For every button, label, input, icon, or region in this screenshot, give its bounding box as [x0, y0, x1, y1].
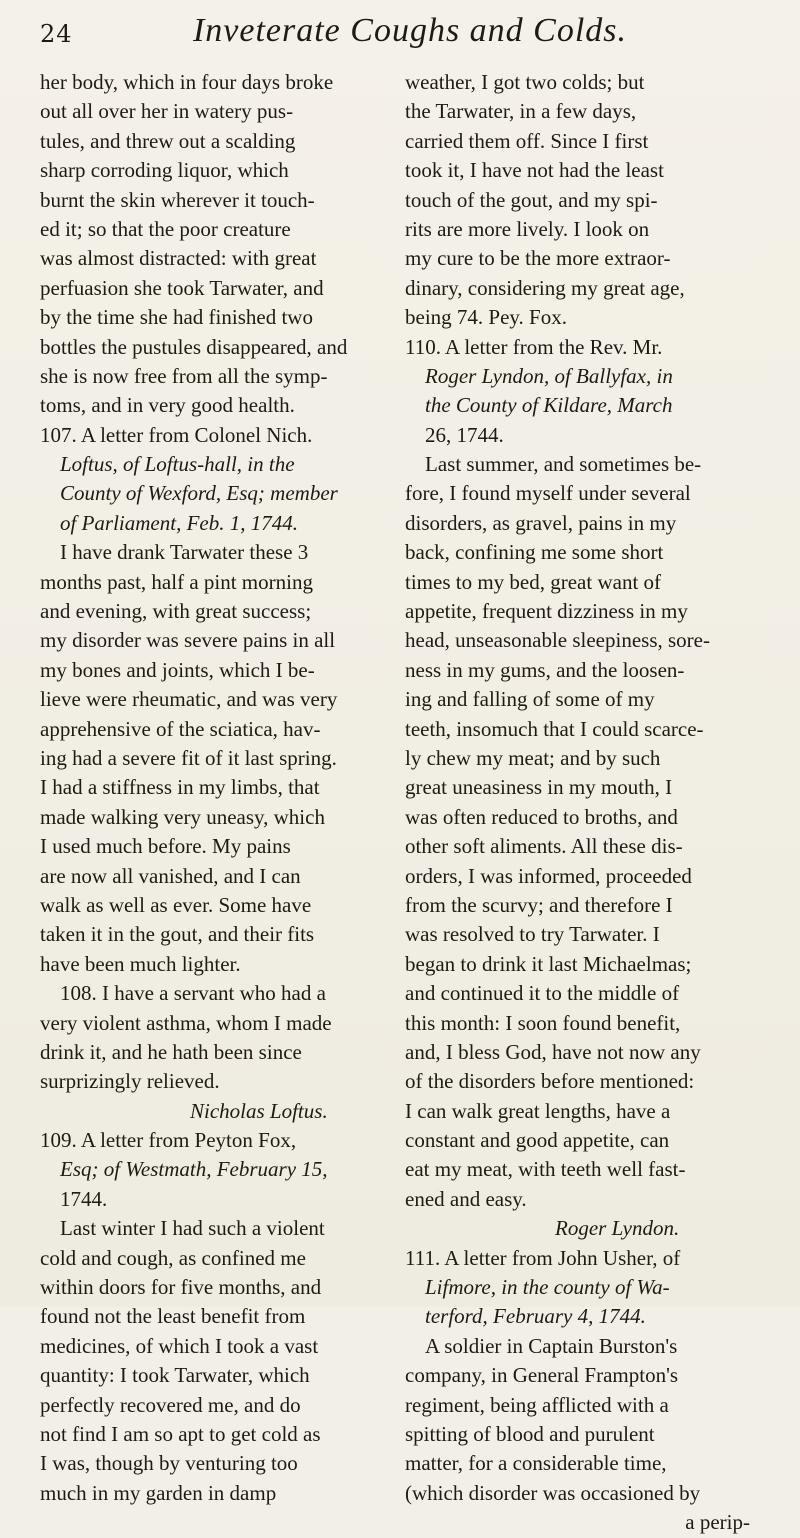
text-line: A soldier in Captain Burston's — [425, 1333, 678, 1358]
text-line: burnt the skin wherever it touch- — [40, 187, 315, 212]
text-line: orders, I was informed, proceeded — [405, 863, 692, 888]
text-line: dinary, considering my great age, — [405, 275, 685, 300]
text-line: walk as well as ever. Some have — [40, 892, 312, 917]
text-line: teeth, insomuch that I could scarce- — [405, 716, 704, 741]
text-line: much in my garden in damp — [40, 1480, 277, 1505]
text-line: 109. A letter from Peyton Fox, — [40, 1128, 297, 1153]
text-line: medicines, of which I took a vast — [40, 1333, 319, 1358]
text-line: quantity: I took Tarwater, which — [40, 1363, 310, 1388]
text-line: was almost distracted: with great — [40, 246, 317, 271]
page-header — [40, 12, 780, 56]
text-line: sharp corroding liquor, which — [40, 158, 289, 183]
text-line: being 74. Pey. Fox. — [405, 305, 567, 330]
text-line: 110. A letter from the Rev. Mr. — [405, 334, 663, 359]
text-line: from the scurvy; and therefore I — [405, 892, 673, 917]
text-line: lieve were rheumatic, and was very — [40, 687, 338, 712]
text-line: very violent asthma, whom I made — [40, 1010, 332, 1035]
text-line: appetite, frequent dizziness in my — [405, 599, 688, 624]
text-line: times to my bed, great want of — [405, 569, 662, 594]
text-line: Last winter I had such a violent — [60, 1216, 325, 1241]
text-line: of the disorders before mentioned: — [405, 1069, 695, 1094]
text-line: toms, and in very good health. — [40, 393, 295, 418]
text-line: ness in my gums, and the loosen- — [405, 657, 685, 682]
text-line: Roger Lyndon. — [555, 1216, 680, 1241]
text-line: surprizingly relieved. — [40, 1069, 220, 1094]
text-line: ed it; so that the poor creature — [40, 216, 291, 241]
text-line: weather, I got two colds; but — [405, 70, 645, 94]
text-line: Loftus, of Loftus-hall, in the — [60, 452, 295, 477]
text-line: 1744. — [60, 1186, 108, 1211]
text-line: my bones and joints, which I be- — [40, 657, 315, 682]
text-line: touch of the gout, and my spi- — [405, 187, 658, 212]
text-line: Esq; of Westmath, February 15, — [60, 1157, 328, 1182]
text-line: cold and cough, as confined me — [40, 1245, 306, 1270]
text-line: the Tarwater, in a few days, — [405, 99, 637, 124]
text-line: the County of Kildare, March — [425, 393, 673, 418]
text-line: taken it in the gout, and their fits — [40, 922, 315, 947]
text-line: 107. A letter from Colonel Nich. — [40, 422, 313, 447]
left-column — [40, 68, 393, 1508]
text-line: (which disorder was occasioned by — [405, 1480, 701, 1505]
text-line: by the time she had finished two — [40, 305, 313, 330]
text-line: made walking very uneasy, which — [40, 804, 325, 829]
text-line: fore, I found myself under several — [405, 481, 691, 506]
text-line: a perip- — [685, 1510, 750, 1535]
text-line: head, unseasonable sleepiness, sore- — [405, 628, 710, 653]
text-line: my disorder was severe pains in all — [40, 628, 336, 653]
text-line: matter, for a considerable time, — [405, 1451, 667, 1476]
text-line: company, in General Frampton's — [405, 1363, 679, 1388]
text-line: rits are more lively. I look on — [405, 216, 650, 241]
text-line: perfuasion she took Tarwater, and — [40, 275, 324, 300]
text-line: eat my meat, with teeth well fast- — [405, 1157, 686, 1182]
text-line: Lifmore, in the county of Wa- — [425, 1275, 670, 1300]
text-line: I used much before. My pains — [40, 834, 291, 859]
page-number: 24 — [40, 20, 73, 48]
text-line: 26, 1744. — [425, 422, 504, 447]
text-line: her body, which in four days broke — [40, 70, 334, 94]
text-line: are now all vanished, and I can — [40, 863, 301, 888]
text-line: 111. A letter from John Usher, of — [405, 1245, 681, 1270]
text-line: ened and easy. — [405, 1186, 527, 1211]
text-line: began to drink it last Michaelmas; — [405, 951, 692, 976]
text-line: and continued it to the middle of — [405, 981, 680, 1006]
text-line: 108. I have a servant who had a — [60, 981, 326, 1006]
text-line: within doors for five months, and — [40, 1275, 322, 1300]
text-line: tules, and threw out a scalding — [40, 128, 296, 153]
text-line: bottles the pustules disappeared, and — [40, 334, 348, 359]
text-line: months past, half a pint morning — [40, 569, 313, 594]
text-line: perfectly recovered me, and do — [40, 1392, 301, 1417]
text-line: County of Wexford, Esq; member — [60, 481, 338, 506]
text-line: back, confining me some short — [405, 540, 664, 565]
text-line: out all over her in watery pus- — [40, 99, 294, 124]
text-line: other soft aliments. All these dis- — [405, 834, 683, 859]
text-line: this month: I soon found benefit, — [405, 1010, 681, 1035]
text-line: and, I bless God, have not now any — [405, 1039, 701, 1064]
running-head: Inveterate Coughs and Colds. — [192, 12, 628, 49]
text-line: Last summer, and sometimes be- — [425, 452, 702, 477]
text-line: I had a stiffness in my limbs, that — [40, 775, 320, 800]
text-line: and evening, with great success; — [40, 599, 312, 624]
text-line: I can walk great lengths, have a — [405, 1098, 671, 1123]
text-line: disorders, as gravel, pains in my — [405, 510, 677, 535]
text-line: terford, February 4, 1744. — [425, 1304, 646, 1329]
text-line: ing and falling of some of my — [405, 687, 655, 712]
text-line: constant and good appetite, can — [405, 1128, 670, 1153]
text-line: I was, though by venturing too — [40, 1451, 298, 1476]
text-line: carried them off. Since I first — [405, 128, 649, 153]
text-line: took it, I have not had the least — [405, 158, 664, 183]
text-line: found not the least benefit from — [40, 1304, 306, 1329]
text-line: of Parliament, Feb. 1, 1744. — [60, 510, 298, 535]
text-line: apprehensive of the sciatica, hav- — [40, 716, 321, 741]
text-line: great uneasiness in my mouth, I — [405, 775, 673, 800]
text-line: I have drank Tarwater these 3 — [60, 540, 309, 565]
text-line: not find I am so apt to get cold as — [40, 1421, 321, 1446]
text-line: ly chew my meat; and by such — [405, 745, 661, 770]
text-line: drink it, and he hath been since — [40, 1039, 302, 1064]
text-line: Nicholas Loftus. — [190, 1098, 328, 1123]
text-line: have been much lighter. — [40, 951, 241, 976]
text-line: my cure to be the more extraor- — [405, 246, 671, 271]
text-line: was often reduced to broths, and — [405, 804, 678, 829]
text-line: Roger Lyndon, of Ballyfax, in — [425, 363, 673, 388]
right-column — [405, 68, 758, 1538]
text-line: spitting of blood and purulent — [405, 1421, 655, 1446]
text-line: was resolved to try Tarwater. I — [405, 922, 660, 947]
text-line: she is now free from all the symp- — [40, 363, 328, 388]
text-line: ing had a severe fit of it last spring. — [40, 745, 337, 770]
text-line: regiment, being afflicted with a — [405, 1392, 669, 1417]
